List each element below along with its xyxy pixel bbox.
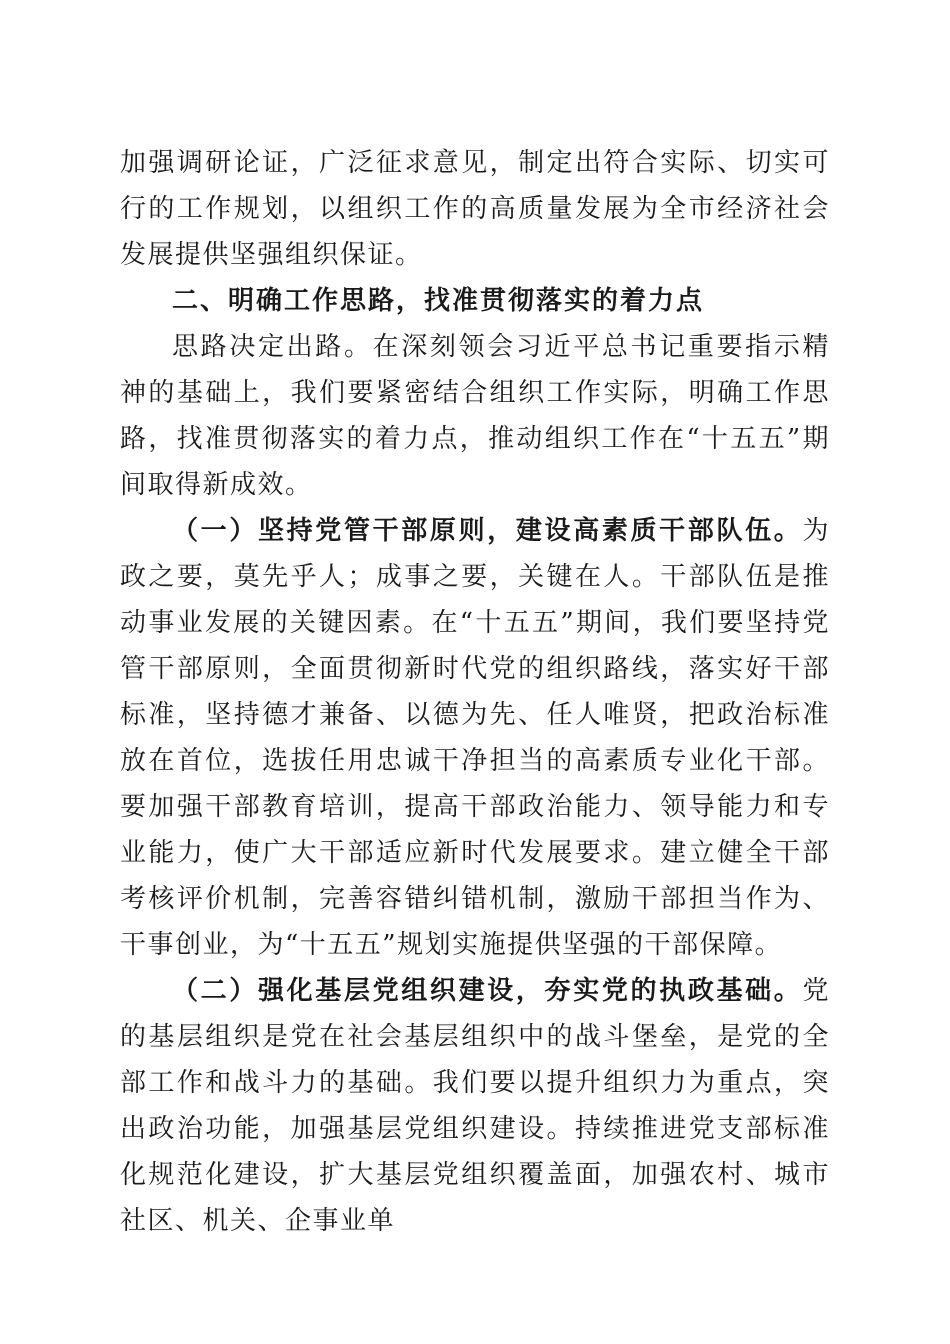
subsection-1-paragraph: [120, 508, 830, 968]
subsection-2-body: 党的基层组织是党在社会基层组织中的战斗堡垒，是党的全部工作和战斗力的基础。我们要以提升组织力为重点，突出政治功能，加强基层党组织建设。持续推进党支部标准化规范化建设，扩大基层党组织覆盖面，加强农村、城市社区、机关、企事业单: [120, 976, 830, 1236]
subsection-1-lead: （一）坚持党管干部原则，建设高素质干部队伍。: [172, 516, 803, 546]
subsection-2-paragraph: [120, 968, 830, 1244]
subsection-1-body: 为政之要，莫先乎人；成事之要，关键在人。干部队伍是推动事业发展的关键因素。在“十五五”期间，我们要坚持党管干部原则，全面贯彻新时代党的组织路线，落实好干部标准，坚持德才兼备、以德为先、任人唯贤，把政治标准放在首位，选拔任用忠诚干净担当的高素质专业化干部。要加强干部教育培训，提高干部政治能力、领导能力和专业能力，使广大干部适应新时代发展要求。建立健全干部考核评价机制，完善容错纠错机制，激励干部担当作为、干事创业，为“十五五”规划实施提供坚强的干部保障。: [120, 516, 830, 960]
subsection-2-lead: （二）强化基层党组织建设，夯实党的执政基础。: [172, 976, 803, 1006]
document-body: [120, 140, 830, 1244]
section-heading: 二、明确工作思路，找准贯彻落实的着力点: [172, 286, 705, 316]
intro-paragraph: 加强调研论证，广泛征求意见，制定出符合实际、切实可行的工作规划，以组织工作的高质量发展为全市经济社会发展提供坚强组织保证。: [120, 148, 830, 270]
section-paragraph: 思路决定出路。在深刻领会习近平总书记重要指示精神的基础上，我们要紧密结合组织工作实际，明确工作思路，找准贯彻落实的着力点，推动组织工作在“十五五”期间取得新成效。: [120, 332, 830, 500]
